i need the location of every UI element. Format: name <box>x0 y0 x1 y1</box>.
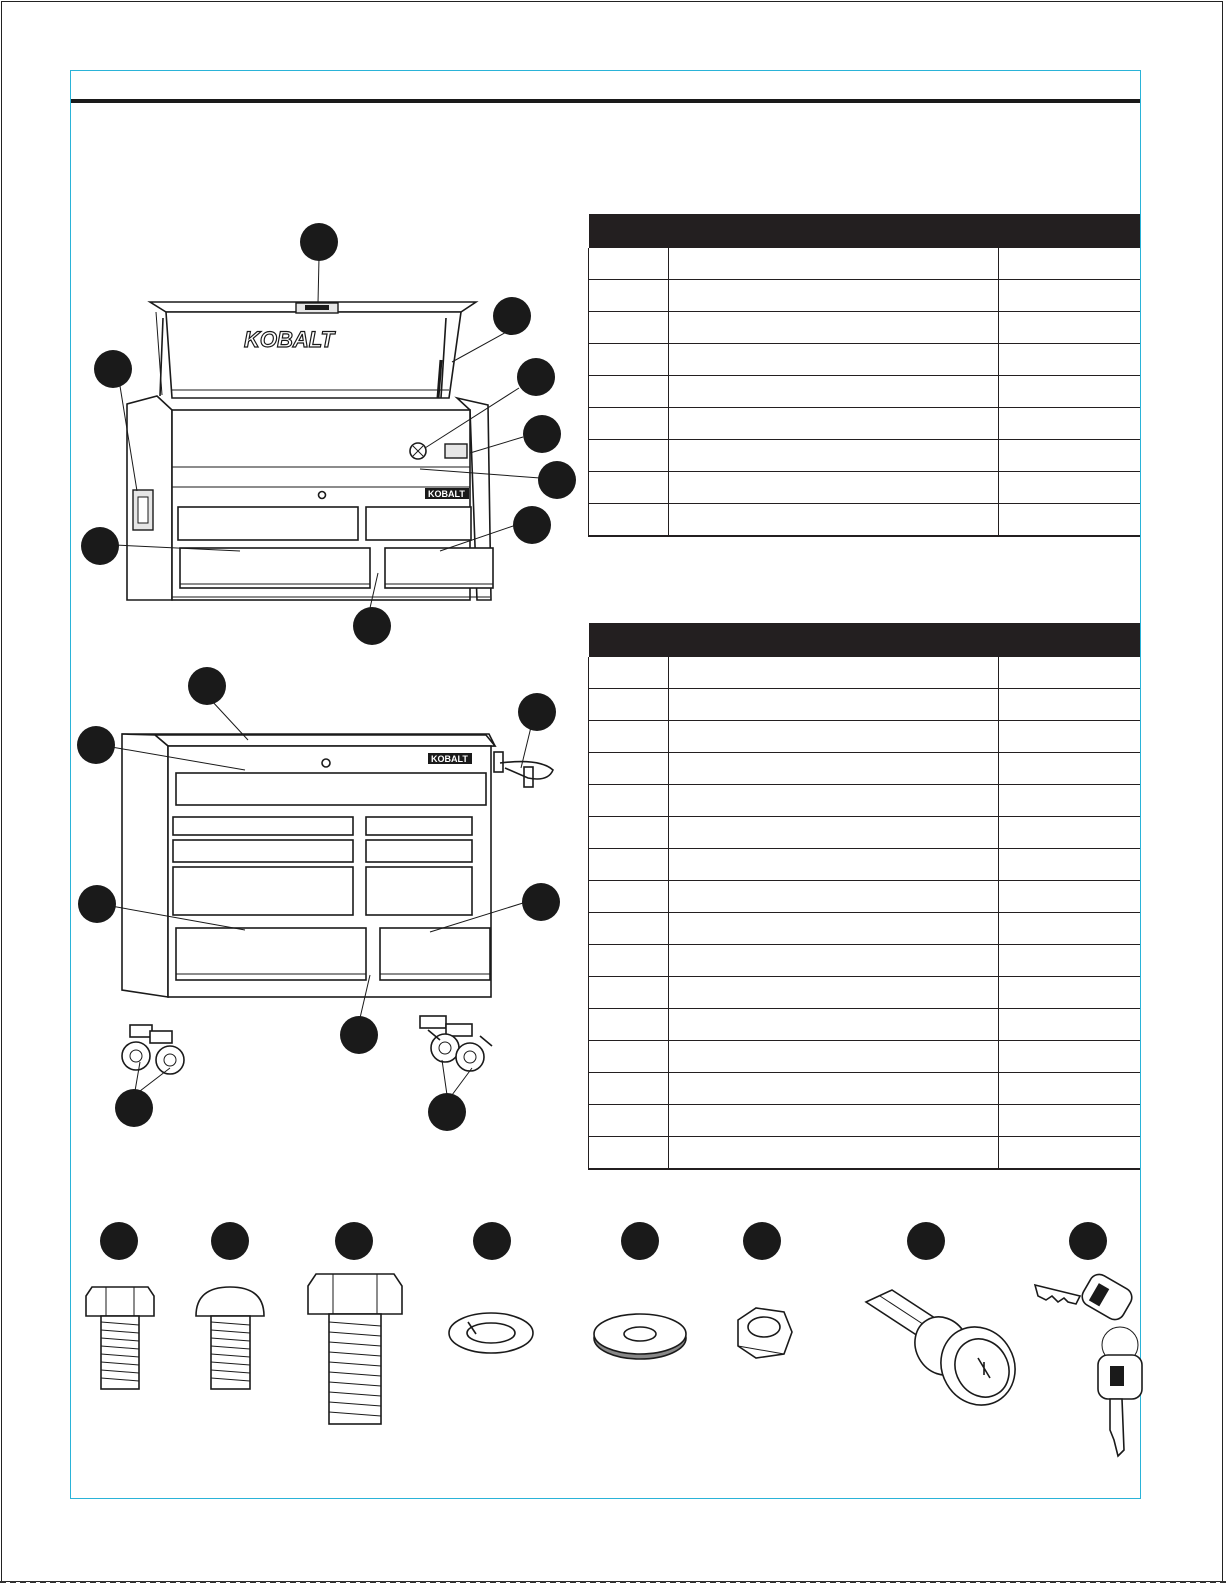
callout-marker <box>81 527 119 565</box>
lock-keyhole <box>319 492 326 499</box>
flat-washer-icon <box>594 1314 686 1359</box>
truss-head-bolt-icon <box>196 1287 264 1389</box>
usb-port <box>445 444 467 458</box>
callout-marker <box>473 1222 511 1260</box>
lock-keyhole <box>322 759 330 767</box>
cabinet-left-side <box>122 734 168 997</box>
callout-marker <box>493 297 531 335</box>
hex-bolt-icon <box>86 1287 154 1389</box>
callout-marker <box>100 1222 138 1260</box>
drawer-open <box>380 928 490 980</box>
callout-marker <box>743 1222 781 1260</box>
large-hex-bolt-icon <box>308 1274 402 1424</box>
lid-logo: KOBALT <box>244 327 335 352</box>
top-chest-illustration <box>81 223 576 645</box>
lock-cylinder-icon <box>866 1290 1029 1419</box>
drawer <box>173 817 353 835</box>
cabinet-illustration <box>77 667 560 1131</box>
drawer <box>366 840 472 862</box>
lock-washer-icon <box>449 1313 533 1353</box>
drawer-open <box>180 548 370 588</box>
callout-marker <box>907 1222 945 1260</box>
callout-marker <box>522 883 560 921</box>
lid-inner <box>166 312 461 398</box>
callout-marker <box>428 1093 466 1131</box>
badge-logo: KOBALT <box>431 754 468 764</box>
callout-marker <box>188 667 226 705</box>
drawer <box>366 507 471 540</box>
hardware-row <box>86 1222 1142 1456</box>
drawer-open <box>385 548 493 588</box>
callout-marker <box>211 1222 249 1260</box>
hex-nut-icon <box>738 1308 792 1358</box>
callout-marker <box>523 415 561 453</box>
callout-marker <box>1069 1222 1107 1260</box>
drawer <box>366 867 472 915</box>
callout-marker <box>513 506 551 544</box>
callout-marker <box>78 885 116 923</box>
fixed-caster-icon <box>122 1025 184 1074</box>
keys-icon <box>1035 1271 1142 1456</box>
callout-marker <box>340 1016 378 1054</box>
drawer <box>173 840 353 862</box>
drawer-open <box>176 773 486 805</box>
drawer <box>173 867 353 915</box>
callout-marker <box>115 1089 153 1127</box>
drawer-open <box>176 928 366 980</box>
callout-marker <box>300 223 338 261</box>
callout-marker <box>77 726 115 764</box>
callout-marker <box>518 693 556 731</box>
drawer <box>178 507 358 540</box>
swivel-caster-icon <box>420 1016 492 1071</box>
callout-marker <box>94 350 132 388</box>
callout-marker <box>517 358 555 396</box>
callout-marker <box>335 1222 373 1260</box>
drawer <box>366 817 472 835</box>
callout-marker <box>538 461 576 499</box>
callout-marker <box>621 1222 659 1260</box>
callout-marker <box>353 607 391 645</box>
badge-logo: KOBALT <box>428 489 465 499</box>
